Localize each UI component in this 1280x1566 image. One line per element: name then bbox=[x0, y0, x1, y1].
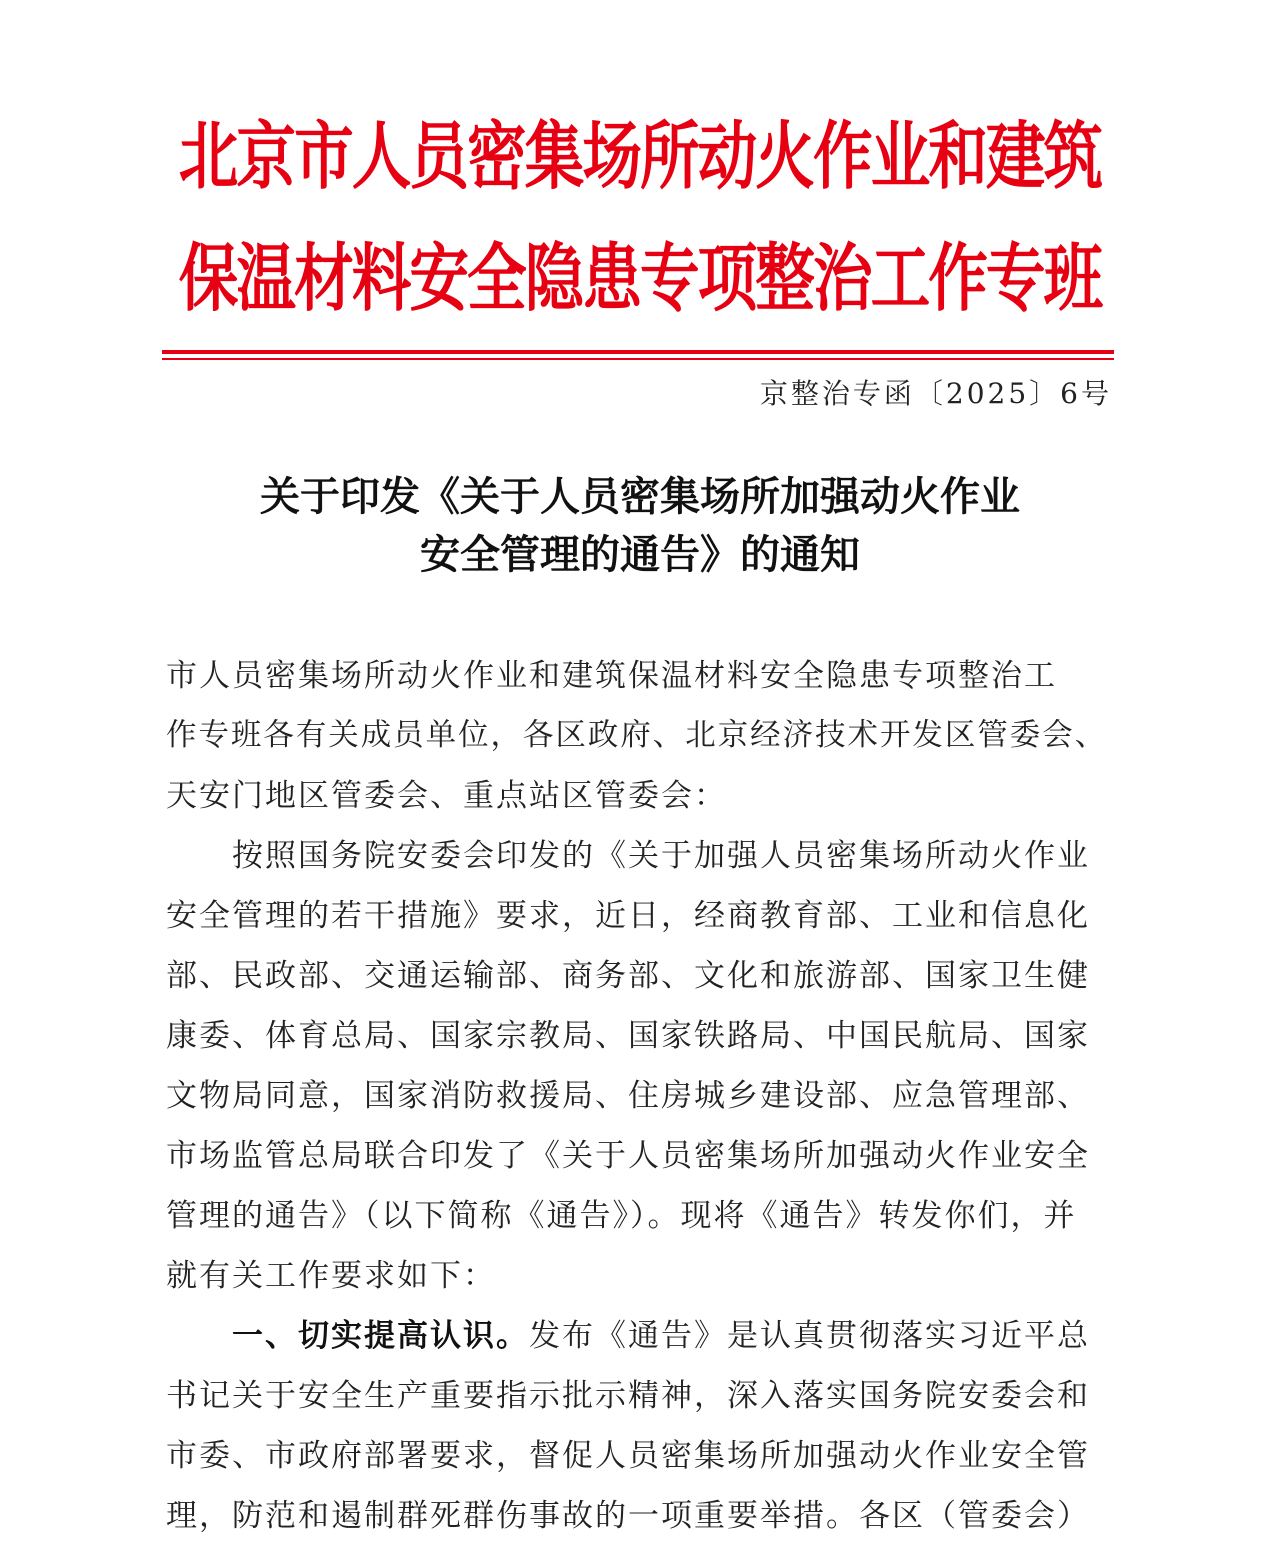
notice-title-line2: 安全管理的通告》的通知 bbox=[420, 531, 860, 578]
paragraph-line: 按照国务院安委会印发的《关于加强人员密集场所动火作业 bbox=[166, 838, 1090, 874]
recipients-line: 天安门地区管委会、重点站区管委会： bbox=[166, 778, 727, 814]
red-divider-thick bbox=[162, 350, 1114, 354]
recipients-line: 作专班各有关成员单位，各区政府、北京经济技术开发区管委会、 bbox=[166, 718, 1108, 753]
paragraph-line: 文物局同意，国家消防救援局、住房城乡建设部、应急管理部、 bbox=[166, 1078, 1090, 1114]
section-heading: 一、切实提高认识。 bbox=[166, 1318, 529, 1354]
issuer-header-line1: 北京市人员密集场所动火作业和建筑 bbox=[178, 115, 1102, 200]
paragraph-line: 部、民政部、交通运输部、商务部、文化和旅游部、国家卫生健 bbox=[166, 958, 1090, 994]
paragraph-line: 就有关工作要求如下： bbox=[166, 1258, 496, 1294]
issuer-header-line2: 保温材料安全隐患专项整治工作专班 bbox=[178, 237, 1102, 322]
notice-title-line1: 关于印发《关于人员密集场所加强动火作业 bbox=[260, 473, 1020, 520]
recipients-line: 市人员密集场所动火作业和建筑保温材料安全隐患专项整治工 bbox=[166, 658, 1057, 694]
section-text: 发布《通告》是认真贯彻落实习近平总 bbox=[529, 1318, 1090, 1354]
paragraph-line: 市委、市政府部署要求，督促人员密集场所加强动火作业安全管 bbox=[166, 1438, 1090, 1474]
paragraph-line: 康委、体育总局、国家宗教局、国家铁路局、中国民航局、国家 bbox=[166, 1018, 1090, 1054]
paragraph-line: 书记关于安全生产重要指示批示精神，深入落实国务院安委会和 bbox=[166, 1378, 1090, 1414]
red-divider-thin bbox=[162, 358, 1114, 360]
paragraph-line bbox=[166, 1306, 1116, 1366]
paragraph-line: 理，防范和遏制群死群伤事故的一项重要举措。各区（管委会） bbox=[166, 1498, 1090, 1534]
paragraph-line: 管理的通告》（以下简称《通告》）。现将《通告》转发你们，并 bbox=[166, 1198, 1077, 1234]
document-number: 京整治专函〔2025〕6号 bbox=[759, 377, 1112, 410]
paragraph-line: 市场监管总局联合印发了《关于人员密集场所加强动火作业安全 bbox=[166, 1138, 1090, 1174]
paragraph-line: 安全管理的若干措施》要求，近日，经商教育部、工业和信息化 bbox=[166, 898, 1090, 934]
